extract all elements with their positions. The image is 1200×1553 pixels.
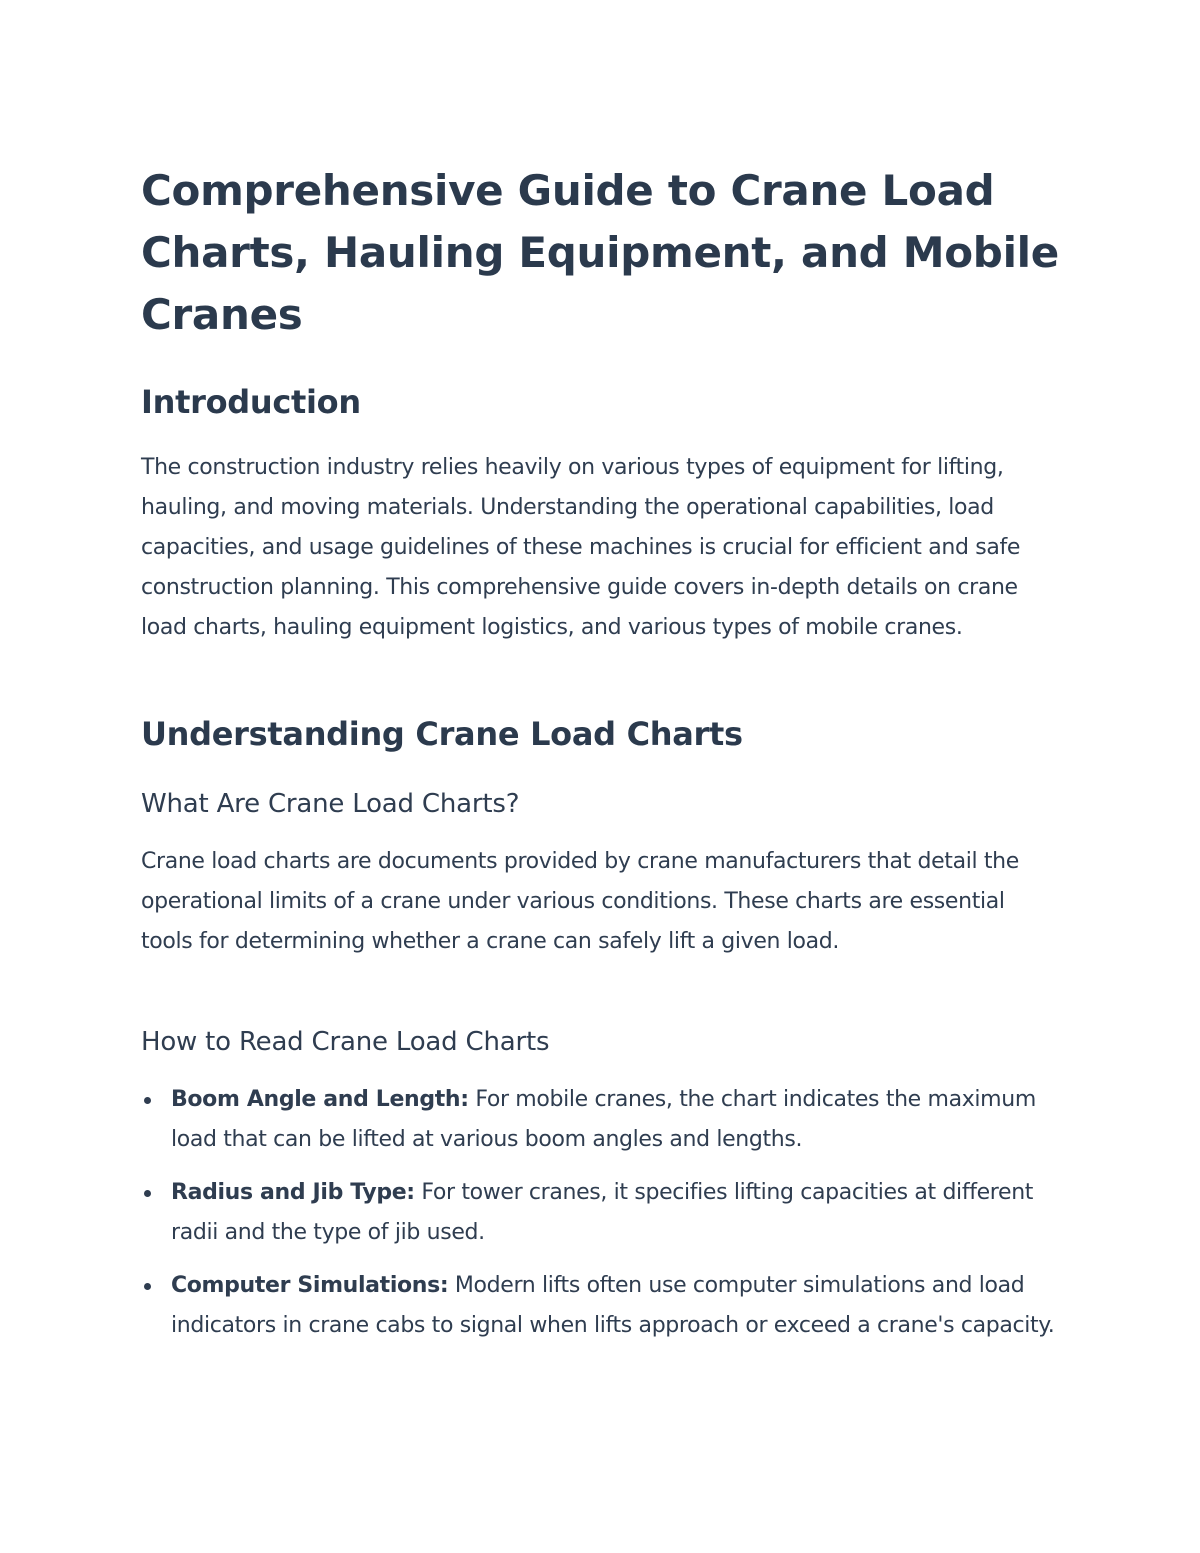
list-item-text: Modern lifts often use computer simulations and load indicators in crane cabs to signal when lifts approach or exceed a crane's capacity. bbox=[171, 1273, 1055, 1338]
how-to-read-list bbox=[141, 1080, 1061, 1346]
list-item bbox=[141, 1080, 1061, 1160]
list-item-text: For tower cranes, it specifies lifting capacities at different radii and the type of jib used. bbox=[171, 1180, 1034, 1245]
what-are-crane-load-charts-paragraph: Crane load charts are documents provided by crane manufacturers that detail the operational limits of a crane under various conditions. These charts are essential tools for determining whether a crane can safely lift a given load. bbox=[141, 849, 1019, 954]
list-item-term: Boom Angle and Length: bbox=[171, 1087, 469, 1112]
section-heading-understanding-crane-load-charts: Understanding Crane Load Charts bbox=[141, 715, 743, 753]
subheading-how-to-read-crane-load-charts: How to Read Crane Load Charts bbox=[141, 1027, 550, 1057]
subheading-what-are-crane-load-charts: What Are Crane Load Charts? bbox=[141, 789, 520, 819]
list-item-term: Radius and Jib Type: bbox=[171, 1180, 415, 1205]
document-title: Comprehensive Guide to Crane Load Charts, Hauling Equipment, and Mobile Cranes bbox=[141, 166, 1059, 339]
list-item bbox=[141, 1266, 1061, 1346]
bullet-icon bbox=[144, 1283, 151, 1290]
bullet-icon bbox=[144, 1097, 151, 1104]
list-item-text: For mobile cranes, the chart indicates the maximum load that can be lifted at various boom angles and lengths. bbox=[171, 1087, 1036, 1152]
introduction-paragraph: The construction industry relies heavily on various types of equipment for lifting, hauling, and moving materials. Understanding the operational capabilities, load capacities, and usage guidelines of these machines is crucial for efficient and safe construction planning. This comprehensive guide covers in-depth details on crane load charts, hauling equipment logistics, and various types of mobile cranes. bbox=[141, 455, 1021, 640]
section-heading-introduction: Introduction bbox=[141, 383, 361, 421]
bullet-icon bbox=[144, 1190, 151, 1197]
list-item bbox=[141, 1173, 1061, 1253]
list-item-term: Computer Simulations: bbox=[171, 1273, 449, 1298]
